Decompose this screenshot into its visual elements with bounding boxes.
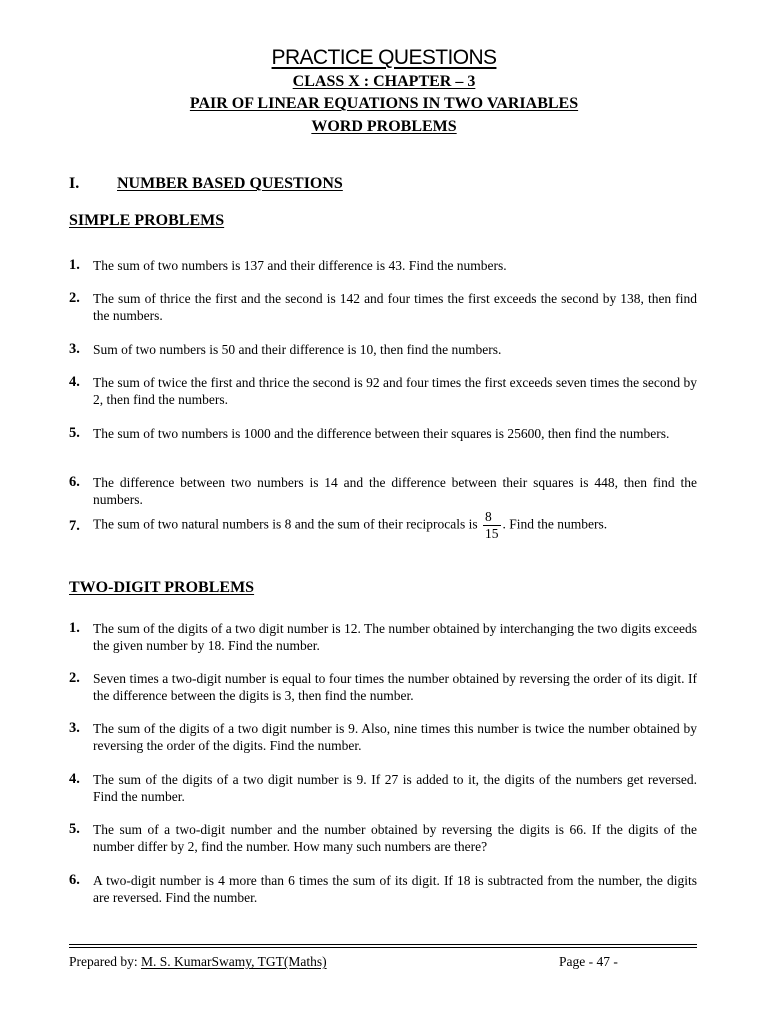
question-number: 4. [69,374,80,390]
question-text: The sum of a two-digit number and the number obtained by reversing the digits is 66. If the digits of the number differ by 2, find the number. How many such numbers are there? [93,822,697,854]
question-text: The sum of thrice the first and the second is 142 and four times the first exceeds the second by 138, then find the numbers. [93,291,697,323]
page-number: Page - 47 - [559,954,618,969]
question-text: A two-digit number is 4 more than 6 times the sum of its digit. If 18 is subtracted from the number, the digits are reversed. Find the number. [93,873,697,905]
two-digit-question-2 [69,670,697,704]
question-number: 2. [69,290,80,306]
simple-question-4 [69,374,697,408]
author-name: M. S. KumarSwamy, TGT(Maths) [140,954,327,969]
simple-question-3 [69,341,697,358]
question-text: The sum of the digits of a two digit number is 9. If 27 is added to it, the digits of the numbers get reversed. Find the number. [93,772,697,804]
question-text: The sum of two numbers is 1000 and the difference between their squares is 25600, then find the numbers. [93,426,670,441]
simple-question-7 [69,509,697,542]
prepared-by-label: Prepared by: [69,954,138,969]
question-number: 1. [69,620,80,636]
two-digit-question-4 [69,771,697,805]
footer-divider [69,944,697,945]
question-text: The sum of two numbers is 137 and their difference is 43. Find the numbers. [93,258,507,273]
two-digit-problems-heading: TWO-DIGIT PROBLEMS [69,579,255,596]
question-number: 3. [69,341,80,357]
page-title: PRACTICE QUESTIONS [271,46,497,69]
footer-divider [69,947,697,948]
question-number: 6. [69,872,80,888]
question-number: 5. [69,425,80,441]
two-digit-question-6 [69,872,697,906]
question-text: The sum of the digits of a two digit number is 9. Also, nine times this number is twice the number obtained by reversing the order of the digits. Find the number. [93,721,697,753]
word-problems-heading: WORD PROBLEMS [311,118,457,135]
question-number: 4. [69,771,80,787]
fraction-numerator: 8 [483,509,501,526]
question-number: 3. [69,720,80,736]
simple-problems-heading: SIMPLE PROBLEMS [69,212,225,229]
chapter-title-heading: PAIR OF LINEAR EQUATIONS IN TWO VARIABLES [189,95,579,112]
simple-question-5 [69,425,697,442]
question-number: 2. [69,670,80,686]
fraction-denominator: 15 [485,526,499,541]
simple-question-1 [69,257,697,274]
question-text-end: . Find the numbers. [502,516,608,532]
simple-question-2 [69,290,697,324]
question-text: Seven times a two-digit number is equal to four times the number obtained by reversing the order of its digit. If the difference between the digits is 3, then find the number. [93,671,697,703]
section-title: NUMBER BASED QUESTIONS [117,175,343,192]
question-number: 5. [69,821,80,837]
question-number: 1. [69,257,80,273]
class-chapter-heading: CLASS X : CHAPTER – 3 [292,73,476,90]
simple-question-6 [69,474,697,508]
question-text: The sum of two natural numbers is 8 and the sum of their reciprocals is [93,516,478,532]
two-digit-question-1 [69,620,697,654]
footer-prepared-by [69,954,327,970]
question-text: The sum of the digits of a two digit number is 12. The number obtained by interchanging the two digits exceeds the given number by 18. Find the number. [93,621,697,653]
question-number: 6. [69,474,80,490]
question-number: 7. [69,518,80,534]
two-digit-question-3 [69,720,697,754]
question-text: The difference between two numbers is 14 and the difference between their squares is 448, then find the numbers. [93,475,697,507]
question-text: Sum of two numbers is 50 and their difference is 10, then find the numbers. [93,342,502,357]
question-text: The sum of twice the first and thrice the second is 92 and four times the first exceeds seven times the second by 2, then find the numbers. [93,375,697,407]
fraction [483,509,501,542]
two-digit-question-5 [69,821,697,855]
section-number: I. [69,175,80,192]
